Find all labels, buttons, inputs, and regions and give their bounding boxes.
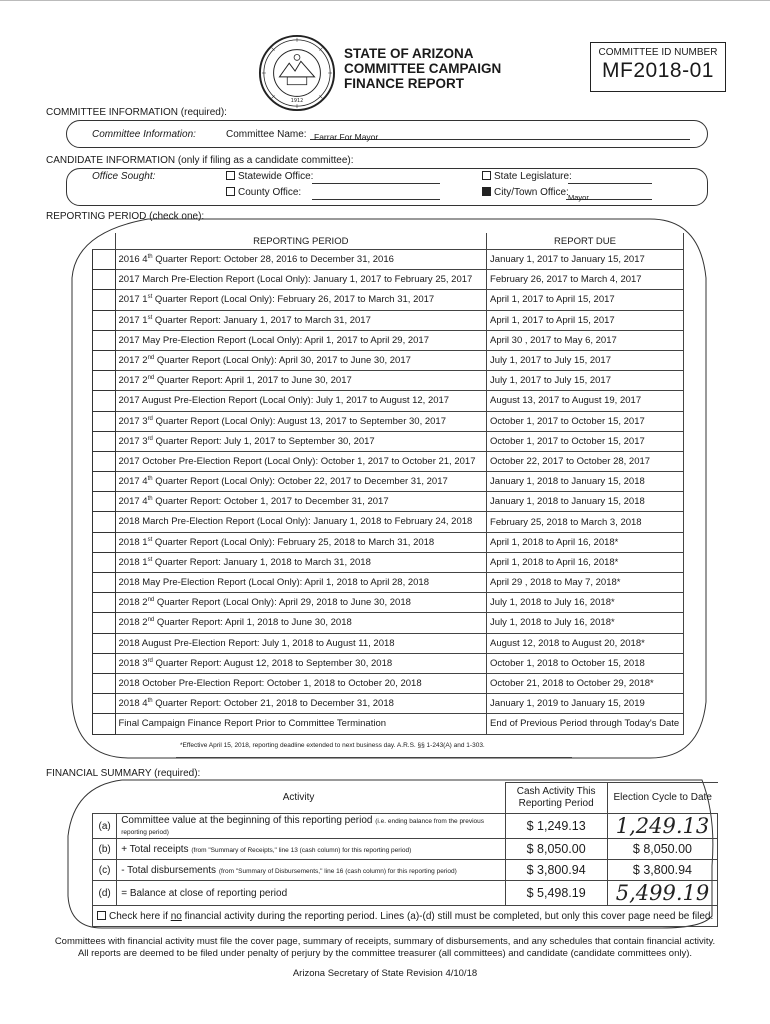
period-text: 2018 4 [118, 698, 148, 710]
period-text-rest: Quarter Report (Local Only): August 13, 2017 to September 30, 2017 [152, 415, 446, 427]
summary-cash-amount[interactable]: $ 5,498.19 [505, 881, 607, 906]
period-text-rest: Quarter Report: January 1, 2017 to March 31, 2017 [152, 314, 371, 326]
footer-line-2: All reports are deemed to be filed under penalty of perjury by the committee treasurer (all committees) and candidate (candidate committees only). [77, 948, 693, 959]
ordinal-suffix: th [147, 698, 153, 705]
city-town-office-option[interactable] [482, 187, 569, 198]
reporting-period-heading: REPORTING PERIOD (check one): [46, 211, 205, 222]
reporting-period-row [93, 250, 684, 270]
ordinal-suffix: nd [147, 617, 155, 624]
state-legislature-label: State Legislature: [494, 171, 572, 182]
summary-activity [117, 814, 505, 839]
report-due-cell: April 29 , 2018 to May 7, 2018* [487, 573, 684, 593]
period-text: 2018 March Pre-Election Report (Local Only): January 1, 2018 to February 24, 2018 [118, 516, 473, 528]
reporting-period-cell [115, 573, 487, 593]
reporting-period-checkbox[interactable] [93, 290, 116, 310]
reporting-period-cell [115, 613, 487, 633]
report-due-cell: January 1, 2018 to January 15, 2018 [487, 472, 684, 492]
summary-key: (d) [93, 881, 117, 906]
reporting-period-checkbox[interactable] [93, 532, 116, 552]
statewide-office-field[interactable] [312, 171, 440, 184]
reporting-period-cell [115, 451, 487, 471]
report-due-cell: October 21, 2018 to October 29, 2018* [487, 673, 684, 693]
report-due-cell: October 1, 2018 to October 15, 2018 [487, 653, 684, 673]
reporting-period-row [93, 653, 684, 673]
county-office-option[interactable] [226, 187, 301, 198]
no-activity-row [93, 906, 718, 927]
ordinal-suffix: nd [147, 375, 155, 382]
summary-cycle-amount[interactable]: $ 3,800.94 [607, 860, 718, 881]
report-due-cell: October 22, 2017 to October 28, 2017 [487, 451, 684, 471]
reporting-period-checkbox[interactable] [93, 714, 116, 734]
summary-row-d [93, 881, 718, 906]
reporting-period-row [93, 492, 684, 512]
ordinal-suffix: th [147, 254, 153, 261]
city-town-office-value: Mayor [568, 193, 589, 202]
committee-name-label: Committee Name: [226, 129, 307, 140]
reporting-period-cell [115, 250, 487, 270]
report-due-cell: August 12, 2018 to August 20, 2018* [487, 633, 684, 653]
period-text-rest: Quarter Report: October 21, 2018 to December 31, 2018 [152, 698, 394, 710]
summary-cycle-amount[interactable] [607, 814, 718, 839]
reporting-period-cell [115, 330, 487, 350]
title-line-2: COMMITTEE CAMPAIGN [344, 61, 502, 76]
statewide-office-label: Statewide Office: [238, 171, 314, 182]
report-due-cell: October 1, 2017 to October 15, 2017 [487, 411, 684, 431]
report-due-cell: January 1, 2018 to January 15, 2018 [487, 492, 684, 512]
reporting-period-cell [115, 270, 487, 290]
state-legislature-field[interactable] [568, 171, 652, 184]
reporting-period-row [93, 350, 684, 370]
reporting-period-checkbox[interactable] [93, 512, 116, 532]
reporting-period-row [93, 512, 684, 532]
no-activity-text-no: no [170, 910, 182, 922]
reporting-period-cell [115, 472, 487, 492]
reporting-period-checkbox[interactable] [93, 371, 116, 391]
reporting-period-row [93, 270, 684, 290]
reporting-period-cell [115, 532, 487, 552]
period-text: 2018 August Pre-Election Report: July 1, 2018 to August 11, 2018 [118, 637, 395, 649]
summary-activity-label: Committee value at the beginning of this reporting period [121, 815, 373, 826]
committee-id-box [590, 42, 726, 92]
period-text: 2017 1 [118, 314, 148, 326]
report-due-cell: February 26, 2017 to March 4, 2017 [487, 270, 684, 290]
summary-cash-amount[interactable]: $ 1,249.13 [505, 814, 607, 839]
reporting-period-cell [115, 653, 487, 673]
summary-cycle-amount[interactable] [607, 881, 718, 906]
ordinal-suffix: st [147, 536, 153, 543]
period-text: 2017 2 [118, 375, 148, 387]
arizona-state-seal [258, 34, 336, 112]
summary-activity [117, 881, 505, 906]
ordinal-suffix: st [147, 314, 153, 321]
reporting-period-cell [115, 694, 487, 714]
period-text: 2017 August Pre-Election Report (Local Only): July 1, 2017 to August 12, 2017 [118, 395, 450, 407]
period-text: 2018 May Pre-Election Report (Local Only): April 1, 2018 to April 28, 2018 [118, 577, 430, 589]
statewide-office-option[interactable] [226, 171, 313, 182]
financial-summary-table [92, 782, 718, 927]
reporting-period-checkbox[interactable] [93, 694, 116, 714]
state-legislature-option[interactable] [482, 171, 572, 182]
reporting-period-cell [115, 673, 487, 693]
reporting-period-row [93, 694, 684, 714]
ordinal-suffix: rd [147, 415, 153, 422]
reporting-period-cell [115, 593, 487, 613]
election-cycle-column-header: Election Cycle to Date [607, 783, 718, 814]
reporting-period-row [93, 431, 684, 451]
reporting-period-cell [115, 290, 487, 310]
period-text-rest: Quarter Report (Local Only): April 30, 2017 to June 30, 2017 [154, 355, 411, 367]
reporting-period-checkbox[interactable] [93, 391, 116, 411]
ordinal-suffix: th [147, 476, 153, 483]
reporting-period-row [93, 593, 684, 613]
committee-info-row-label: Committee Information: [92, 129, 196, 140]
reporting-period-row [93, 573, 684, 593]
reporting-period-checkbox[interactable] [93, 250, 116, 270]
reporting-period-checkbox[interactable] [93, 673, 116, 693]
reporting-period-row [93, 673, 684, 693]
reporting-period-cell [115, 431, 487, 451]
reporting-period-checkbox[interactable] [93, 613, 116, 633]
financial-summary-header-row [93, 783, 718, 814]
period-text-rest: Quarter Report: April 1, 2018 to June 30, 2018 [154, 617, 352, 629]
reporting-period-row [93, 310, 684, 330]
city-town-office-checkbox[interactable] [482, 187, 491, 196]
summary-key: (c) [93, 860, 117, 881]
state-legislature-checkbox[interactable] [482, 171, 491, 180]
reporting-period-cell [115, 512, 487, 532]
reporting-period-checkbox[interactable] [93, 472, 116, 492]
reporting-period-column-header: REPORTING PERIOD [115, 233, 487, 250]
period-text: 2017 May Pre-Election Report (Local Only): April 1, 2017 to April 29, 2017 [118, 334, 430, 346]
city-town-office-label: City/Town Office: [494, 187, 569, 198]
summary-cash-amount[interactable]: $ 3,800.94 [505, 860, 607, 881]
reporting-period-cell [115, 633, 487, 653]
revision-note: Arizona Secretary of State Revision 4/10/18 [292, 968, 478, 979]
reporting-period-checkbox[interactable] [93, 310, 116, 330]
reporting-period-cell [115, 391, 487, 411]
reporting-period-row [93, 451, 684, 471]
reporting-period-checkbox[interactable] [93, 593, 116, 613]
report-due-cell: July 1, 2017 to July 15, 2017 [487, 350, 684, 370]
reporting-period-row [93, 714, 684, 734]
period-text: 2018 1 [118, 556, 148, 568]
committee-name-field[interactable] [310, 127, 690, 140]
reporting-period-checkbox[interactable] [93, 270, 116, 290]
period-text: 2017 2 [118, 355, 148, 367]
report-due-cell: April 1, 2017 to April 15, 2017 [487, 290, 684, 310]
period-text-rest: Quarter Report (Local Only): February 25, 2018 to March 31, 2018 [152, 536, 435, 548]
period-text-rest: Quarter Report: April 1, 2017 to June 30, 2017 [154, 375, 352, 387]
handwritten-cycle-amount: 1,249.13 [615, 814, 710, 838]
period-text: 2017 March Pre-Election Report (Local Only): January 1, 2017 to February 25, 2017 [118, 274, 473, 286]
summary-activity-label: - Total disbursements [121, 864, 217, 876]
summary-row-b [93, 839, 718, 860]
period-text: 2018 October Pre-Election Report: October 1, 2018 to October 20, 2018 [118, 678, 422, 690]
office-sought-label: Office Sought: [92, 171, 156, 182]
summary-activity-label: + Total receipts [121, 843, 189, 855]
no-activity-cell[interactable] [93, 906, 718, 927]
ordinal-suffix: rd [147, 657, 153, 664]
reporting-period-row [93, 532, 684, 552]
reporting-period-row [93, 330, 684, 350]
committee-name-value: Farrar For Mayor [314, 132, 379, 142]
reporting-period-header-row [93, 233, 684, 250]
svg-text:1912: 1912 [290, 98, 304, 105]
reporting-period-checkbox[interactable] [93, 431, 116, 451]
period-text-rest: Quarter Report: August 12, 2018 to September 30, 2018 [152, 657, 393, 669]
period-text: 2017 1 [118, 294, 148, 306]
committee-id-label: COMMITTEE ID NUMBER [598, 47, 718, 58]
summary-activity-label: = Balance at close of reporting period [121, 887, 288, 899]
summary-row-a [93, 814, 718, 839]
candidate-info-heading: CANDIDATE INFORMATION (only if filing as a candidate committee): [46, 155, 354, 166]
handwritten-cycle-amount: 5,499.19 [615, 881, 710, 905]
reporting-period-cell [115, 310, 487, 330]
report-due-cell: April 1, 2018 to April 16, 2018* [487, 532, 684, 552]
report-due-cell: August 13, 2017 to August 19, 2017 [487, 391, 684, 411]
report-due-cell: October 1, 2017 to October 15, 2017 [487, 431, 684, 451]
period-text-rest: Quarter Report: January 1, 2018 to March 31, 2018 [152, 556, 371, 568]
reporting-period-row [93, 633, 684, 653]
reporting-period-table [92, 233, 684, 735]
summary-activity-note: (from "Summary of Receipts," line 13 (cash column) for this reporting period) [191, 846, 412, 854]
ordinal-suffix: nd [147, 354, 155, 361]
period-text: 2017 October Pre-Election Report (Local Only): October 1, 2017 to October 21, 2017 [118, 456, 476, 468]
reporting-period-row [93, 472, 684, 492]
period-text-rest: Quarter Report: October 28, 2016 to December 31, 2016 [152, 254, 394, 266]
county-office-checkbox[interactable] [226, 187, 235, 196]
county-office-field[interactable] [312, 187, 440, 200]
period-text: 2018 3 [118, 657, 148, 669]
reporting-period-cell [115, 371, 487, 391]
period-text: 2017 4 [118, 496, 148, 508]
report-due-cell: February 25, 2018 to March 3, 2018 [487, 512, 684, 532]
reporting-period-row [93, 411, 684, 431]
period-text: 2018 2 [118, 617, 148, 629]
report-due-cell: April 1, 2018 to April 16, 2018* [487, 552, 684, 572]
reporting-period-row [93, 552, 684, 572]
report-title [344, 46, 501, 91]
report-due-cell: End of Previous Period through Today's Date [487, 714, 684, 734]
summary-activity [117, 860, 505, 881]
title-line-1: STATE OF ARIZONA [344, 46, 474, 61]
cash-activity-column-header: Cash Activity This Reporting Period [505, 783, 607, 814]
reporting-period-checkbox[interactable] [93, 411, 116, 431]
period-text: 2017 4 [118, 476, 148, 488]
period-text: 2018 1 [118, 536, 148, 548]
summary-activity-note: (i.e. ending balance from the previous reporting period) [121, 818, 485, 836]
summary-key: (b) [93, 839, 117, 860]
report-due-cell: April 1, 2017 to April 15, 2017 [487, 310, 684, 330]
period-text-rest: Quarter Report: July 1, 2017 to September 30, 2017 [152, 435, 375, 447]
ordinal-suffix: st [147, 556, 153, 563]
reporting-period-rows [93, 250, 684, 735]
title-line-3: FINANCE REPORT [344, 76, 465, 91]
reporting-period-row [93, 391, 684, 411]
period-text: 2018 2 [118, 597, 148, 609]
ordinal-suffix: th [147, 496, 153, 503]
reporting-period-cell [115, 714, 487, 734]
period-text-rest: Quarter Report (Local Only): April 29, 2018 to June 30, 2018 [154, 597, 411, 609]
county-office-label: County Office: [238, 187, 302, 198]
ordinal-suffix: rd [147, 435, 153, 442]
report-due-cell: January 1, 2017 to January 15, 2017 [487, 250, 684, 270]
summary-activity [117, 839, 505, 860]
report-due-cell: July 1, 2018 to July 16, 2018* [487, 613, 684, 633]
reporting-deadline-note: *Effective April 15, 2018, reporting deadline extended to next business day. A.R.S. §§ 1-243(A) and 1-303. [180, 742, 485, 749]
reporting-period-cell [115, 492, 487, 512]
reporting-period-cell [115, 552, 487, 572]
period-text: Final Campaign Finance Report Prior to Committee Termination [118, 718, 387, 730]
report-due-cell: July 1, 2018 to July 16, 2018* [487, 593, 684, 613]
reporting-period-row [93, 613, 684, 633]
no-activity-text-post: financial activity during the reporting period. Lines (a)-(d) still must be completed, but only this cover page need be filed. [181, 910, 714, 922]
period-text-rest: Quarter Report: October 1, 2017 to December 31, 2017 [152, 496, 389, 508]
reporting-period-cell [115, 411, 487, 431]
report-due-cell: July 1, 2017 to July 15, 2017 [487, 371, 684, 391]
no-activity-text-pre: Check here if [109, 910, 171, 922]
ordinal-suffix: st [147, 294, 153, 301]
committee-info-heading: COMMITTEE INFORMATION (required): [46, 107, 227, 118]
summary-activity-note: (from "Summary of Disbursements," line 16 (cash column) for this reporting period) [218, 867, 457, 875]
no-activity-checkbox[interactable] [97, 911, 106, 920]
reporting-period-checkbox[interactable] [93, 573, 116, 593]
statewide-office-checkbox[interactable] [226, 171, 235, 180]
page-top-edge [0, 0, 770, 1]
reporting-period-checkbox[interactable] [93, 633, 116, 653]
reporting-period-checkbox[interactable] [93, 653, 116, 673]
reporting-period-checkbox[interactable] [93, 552, 116, 572]
activity-column-header: Activity [93, 783, 506, 814]
ordinal-suffix: nd [147, 597, 155, 604]
reporting-period-checkbox[interactable] [93, 330, 116, 350]
period-text: 2016 4 [118, 254, 148, 266]
reporting-period-checkbox[interactable] [93, 350, 116, 370]
period-text: 2017 3 [118, 435, 148, 447]
reporting-note-rule [176, 757, 572, 758]
city-town-office-field[interactable] [566, 187, 652, 200]
reporting-period-checkbox[interactable] [93, 492, 116, 512]
reporting-period-cell [115, 350, 487, 370]
footer-line-1: Committees with financial activity must file the cover page, summary of receipts, summary of disbursements, and any schedules that contain financial activity. [54, 936, 716, 947]
summary-cycle-amount[interactable]: $ 8,050.00 [607, 839, 718, 860]
financial-summary-heading: FINANCIAL SUMMARY (required): [46, 768, 201, 779]
period-text-rest: Quarter Report (Local Only): October 22, 2017 to December 31, 2017 [152, 476, 448, 488]
period-text-rest: Quarter Report (Local Only): February 26, 2017 to March 31, 2017 [152, 294, 435, 306]
report-due-cell: January 1, 2019 to January 15, 2019 [487, 694, 684, 714]
summary-cash-amount[interactable]: $ 8,050.00 [505, 839, 607, 860]
report-due-cell: April 30 , 2017 to May 6, 2017 [487, 330, 684, 350]
summary-row-c [93, 860, 718, 881]
report-due-column-header: REPORT DUE [487, 233, 684, 250]
checkbox-column-header [93, 233, 116, 250]
period-text: 2017 3 [118, 415, 148, 427]
reporting-period-row [93, 290, 684, 310]
committee-id-value[interactable]: MF2018-01 [602, 59, 714, 82]
reporting-period-row [93, 371, 684, 391]
summary-key: (a) [93, 814, 117, 839]
reporting-period-checkbox[interactable] [93, 451, 116, 471]
